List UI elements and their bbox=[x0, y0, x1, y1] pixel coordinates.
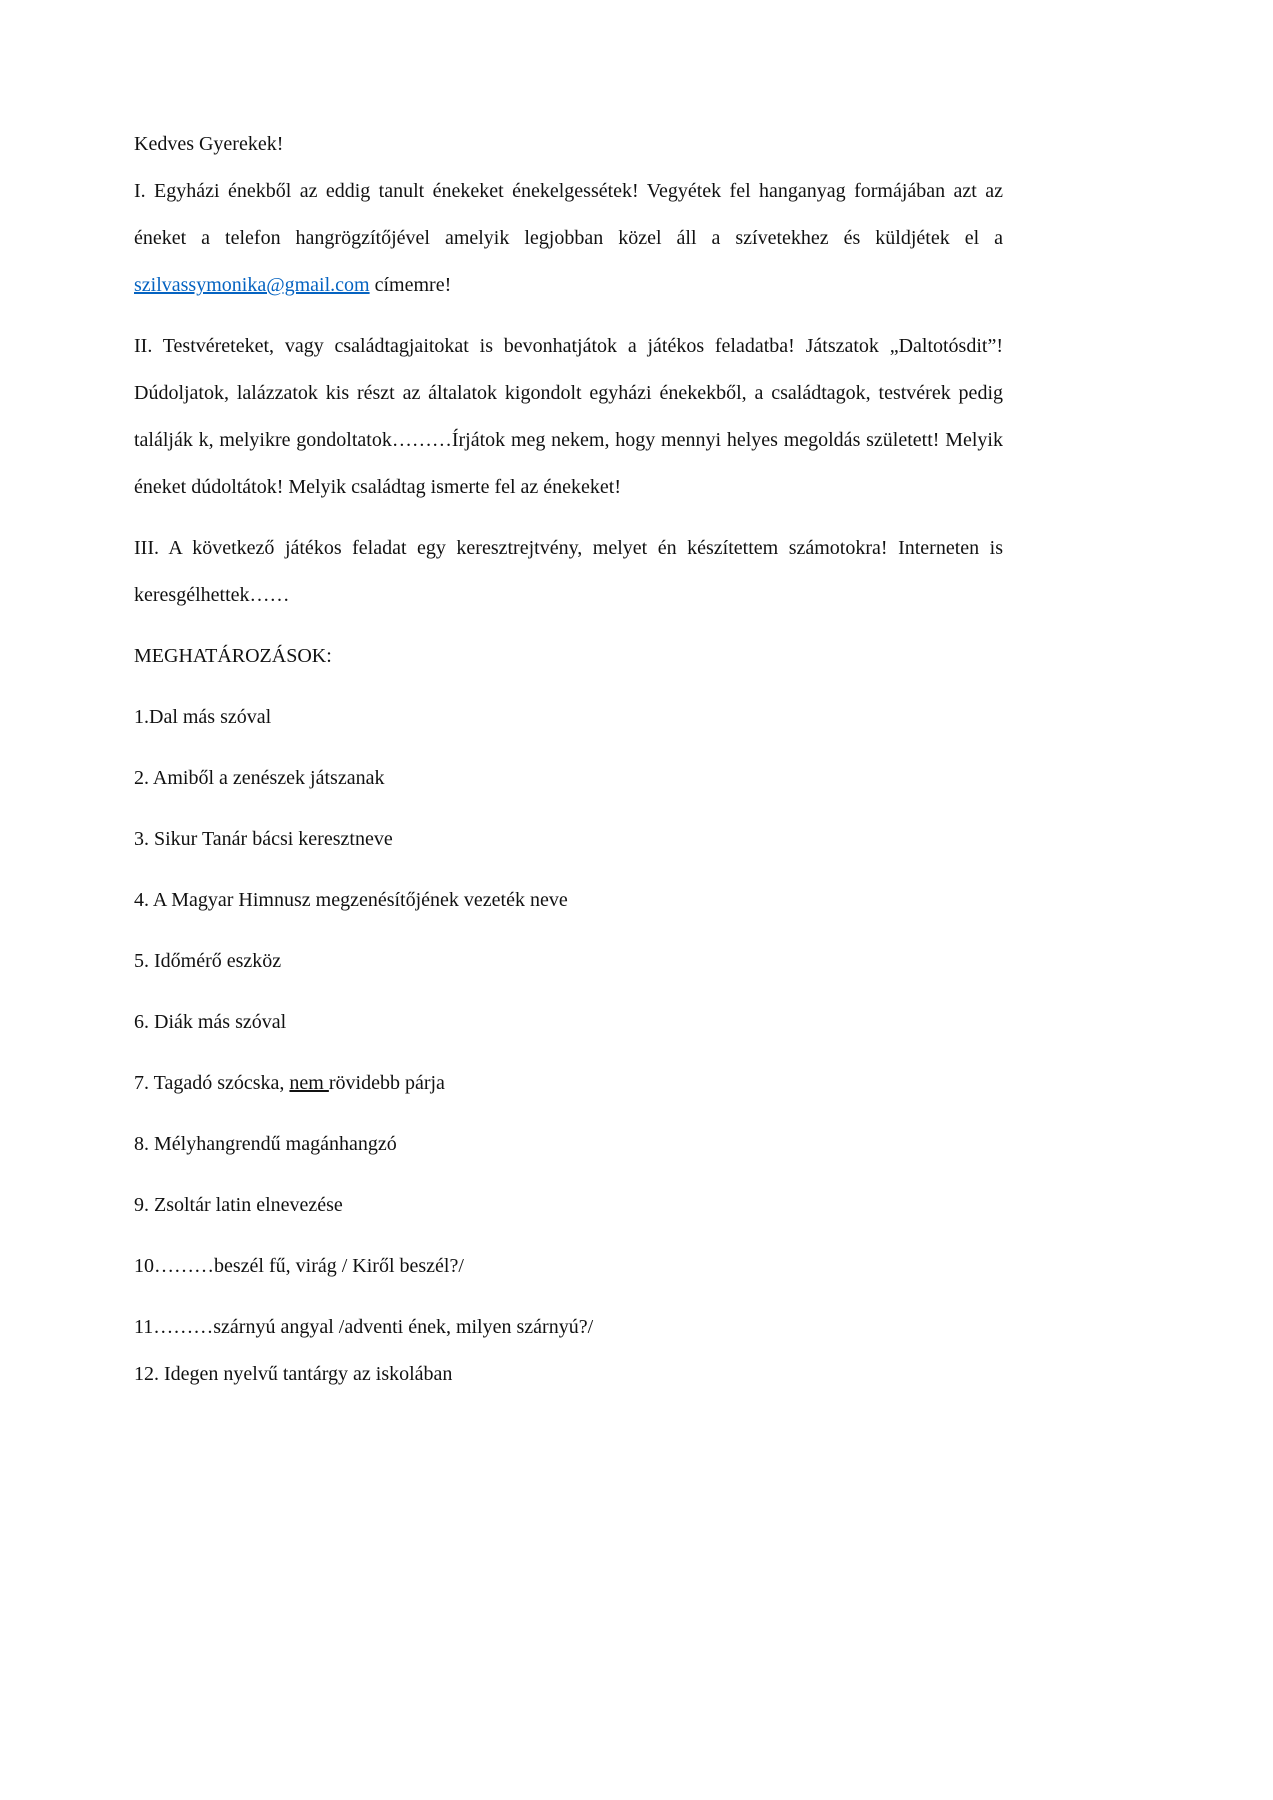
definitions-heading: MEGHATÁROZÁSOK: bbox=[134, 645, 332, 667]
paragraph-1-text-before: I. Egyházi énekből az eddig tanult énekeket énekelgessétek! Vegyétek fel hanganyag formájában azt az éneket a telefon hangrögzítőjével amelyik legjobban közel áll a szívetekhez és küldjétek el a bbox=[134, 180, 1003, 249]
definition-item-7-suffix: rövidebb párja bbox=[328, 1072, 445, 1094]
paragraph-1-text-after: címemre! bbox=[369, 274, 452, 296]
greeting: Kedves Gyerekek! bbox=[134, 133, 284, 155]
definition-item-6: 6. Diák más szóval bbox=[134, 1011, 287, 1033]
definition-item-1: 1.Dal más szóval bbox=[134, 706, 272, 728]
definition-item-7 bbox=[134, 1060, 1003, 1107]
definition-item-4: 4. A Magyar Himnusz megzenésítőjének vezeték neve bbox=[134, 889, 568, 911]
definition-item-7-prefix: 7. Tagadó szócska, bbox=[134, 1072, 290, 1094]
definition-item-5: 5. Időmérő eszköz bbox=[134, 950, 282, 972]
paragraph-section-3: III. A következő játékos feladat egy keresztrejtvény, melyet én készítettem számotokra! Interneten is keresgélhettek…… bbox=[134, 537, 1003, 606]
email-link[interactable]: szilvassymonika@gmail.com bbox=[134, 274, 370, 296]
definition-item-3: 3. Sikur Tanár bácsi keresztneve bbox=[134, 828, 393, 850]
definition-item-2: 2. Amiből a zenészek játszanak bbox=[134, 767, 385, 789]
paragraph-section-2: II. Testvéreteket, vagy családtagjaitokat is bevonhatjátok a játékos feladatba! Játszatok „Daltotósdit”! Dúdoljatok, lalázzatok kis részt az általatok kigondolt egyházi énekekből, a családtagok, testvérek pedig találják k, melyikre gondoltatok………Írjátok meg nekem, hogy mennyi helyes megoldás született! Melyik éneket dúdoltátok! Melyik családtag ismerte fel az énekeket! bbox=[134, 335, 1003, 498]
definition-item-12: 12. Idegen nyelvű tantárgy az iskolában bbox=[134, 1363, 453, 1385]
definition-item-9: 9. Zsoltár latin elnevezése bbox=[134, 1194, 343, 1216]
paragraph-section-1 bbox=[134, 168, 1003, 309]
definition-item-10: 10………beszél fű, virág / Kiről beszél?/ bbox=[134, 1255, 464, 1277]
definition-item-11: 11………szárnyú angyal /adventi ének, milyen szárnyú?/ bbox=[134, 1316, 594, 1338]
definition-item-8: 8. Mélyhangrendű magánhangzó bbox=[134, 1133, 397, 1155]
definition-item-7-underlined-word: nem bbox=[289, 1072, 329, 1094]
